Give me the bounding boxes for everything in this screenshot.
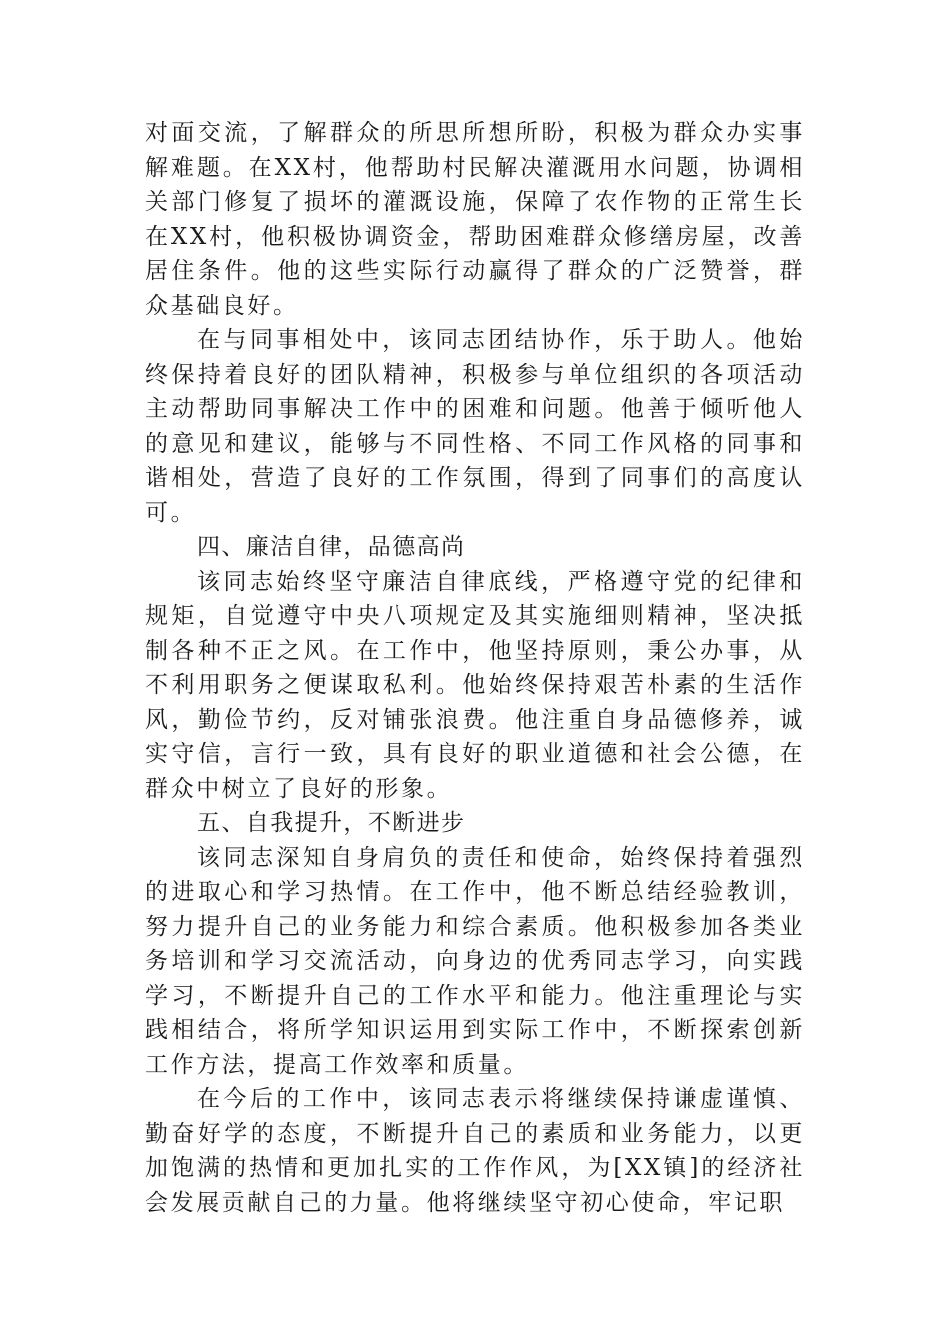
paragraph-teamwork: 在与同事相处中，该同志团结协作，乐于助人。他始终保持着良好的团队精神，积极参与单位组织的各项活动主动帮助同事解决工作中的困难和问题。他善于倾听他人的意见和建议，能够与不同性格、不同工作风格的同事和谐相处，营造了良好的工作氛围，得到了同事们的高度认可。 (145, 327, 805, 526)
paragraph-community-work: 对面交流，了解群众的所思所想所盼，积极为群众办实事解难题。在XX村，他帮助村民解决灌溉用水问题，协调相关部门修复了损坏的灌溉设施，保障了农作物的正常生长在XX村，他积极协调资金，帮助困难群众修缮房屋，改善居住条件。他的这些实际行动赢得了群众的广泛赞誉，群众基础良好。 (145, 120, 805, 319)
section-heading-integrity: 四、廉洁自律，品德高尚 (197, 534, 466, 560)
paragraph-future-work: 在今后的工作中，该同志表示将继续保持谦虚谨慎、勤奋好学的态度，不断提升自己的素质和业务能力，以更加饱满的热情和更加扎实的工作作风，为[XX镇]的经济社会发展贡献自己的力量。他将继续坚守初心使命，牢记职 (145, 1086, 805, 1216)
paragraph-integrity: 该同志始终坚守廉洁自律底线，严格遵守党的纪律和规矩，自觉遵守中央八项规定及其实施细则精神，坚决抵制各种不正之风。在工作中，他坚持原则，秉公办事，从不利用职务之便谋取私利。他始终保持艰苦朴素的生活作风，勤俭节约，反对铺张浪费。他注重自身品德修养，诚实守信，言行一致，具有良好的职业道德和社会公德，在群众中树立了良好的形象。 (145, 568, 805, 802)
document-page (145, 116, 805, 1220)
section-heading-self-improvement: 五、自我提升，不断进步 (197, 810, 466, 836)
paragraph-self-improvement: 该同志深知自身肩负的责任和使命，始终保持着强烈的进取心和学习热情。在工作中，他不断总结经验教训，努力提升自己的业务能力和综合素质。他积极参加各类业务培训和学习交流活动，向身边的优秀同志学习，向实践学习，不断提升自己的工作水平和能力。他注重理论与实践相结合，将所学知识运用到实际工作中，不断探索创新工作方法，提高工作效率和质量。 (145, 844, 805, 1078)
